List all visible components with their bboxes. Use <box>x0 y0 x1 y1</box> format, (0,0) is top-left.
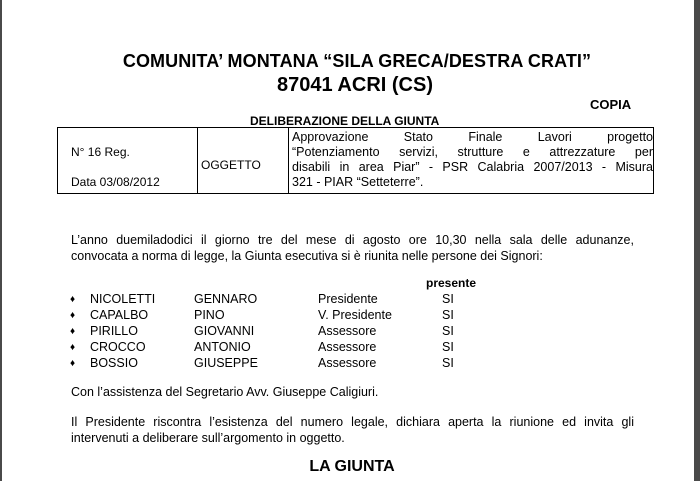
bullet-icon: ♦ <box>70 310 76 321</box>
member-row <box>70 340 490 356</box>
member-name: ANTONIO <box>194 340 251 354</box>
secretary-paragraph <box>71 384 634 400</box>
member-role: Assessore <box>318 340 377 354</box>
member-surname: PIRILLO <box>90 324 138 338</box>
intro-paragraph <box>71 232 634 264</box>
quorum-paragraph <box>71 414 634 446</box>
table-divider <box>288 128 289 193</box>
secretary-line: Con l’assistenza del Segretario Avv. Giuseppe Caligiuri. <box>71 385 379 399</box>
oggetto-description <box>292 130 653 190</box>
deliberation-header-table <box>57 127 654 194</box>
oggetto-line: Approvazione Stato Finale Lavori progetto <box>292 130 653 144</box>
member-presence: SI <box>442 324 454 338</box>
oggetto-line: 321 - PIAR “Setteterre”. <box>292 175 424 189</box>
bullet-icon: ♦ <box>70 358 76 369</box>
member-role: Assessore <box>318 356 377 370</box>
oggetto-line: “Potenziamento servizi, strutture e attrezzature per <box>292 145 653 159</box>
member-name: GENNARO <box>194 292 258 306</box>
oggetto-line: disabili in area Piar” - PSR Calabria 2007/2013 - Misura <box>292 160 653 174</box>
quorum-line: intervenuti a deliberare sull’argomento in oggetto. <box>71 431 345 445</box>
bullet-icon: ♦ <box>70 294 76 305</box>
member-row <box>70 356 490 372</box>
deliberation-heading: DELIBERAZIONE DELLA GIUNTA <box>250 114 440 128</box>
member-presence: SI <box>442 356 454 370</box>
bullet-icon: ♦ <box>70 326 76 337</box>
table-divider <box>197 128 198 193</box>
member-presence: SI <box>442 292 454 306</box>
registry-number: N° 16 Reg. <box>71 145 130 159</box>
member-role: V. Presidente <box>318 308 392 322</box>
document-title: COMUNITA’ MONTANA “SILA GRECA/DESTRA CRATI” <box>122 51 592 71</box>
deliberation-date: Data 03/08/2012 <box>71 175 160 189</box>
intro-line: L’anno duemiladodici il giorno tre del mese di agosto ore 10,30 nella sala delle adunanze, <box>71 233 634 247</box>
member-surname: CAPALBO <box>90 308 149 322</box>
member-name: GIOVANNI <box>194 324 255 338</box>
member-presence: SI <box>442 340 454 354</box>
presente-column-header: presente <box>426 276 477 290</box>
la-giunta-heading: LA GIUNTA <box>309 458 395 475</box>
bullet-icon: ♦ <box>70 342 76 353</box>
intro-line: convocata a norma di legge, la Giunta esecutiva si è riunita nelle persone dei Signori: <box>71 249 543 263</box>
member-name: PINO <box>194 308 225 322</box>
member-role: Presidente <box>318 292 378 306</box>
quorum-line: Il Presidente riscontra l’esistenza del numero legale, dichiara aperta la riunione ed invita gli <box>71 415 634 429</box>
member-role: Assessore <box>318 324 377 338</box>
document-subtitle-address: 87041 ACRI (CS) <box>277 74 433 96</box>
member-name: GIUSEPPE <box>194 356 258 370</box>
oggetto-label: OGGETTO <box>201 158 261 172</box>
member-presence: SI <box>442 308 454 322</box>
copy-label: COPIA <box>590 97 632 112</box>
member-surname: NICOLETTI <box>90 292 156 306</box>
member-surname: BOSSIO <box>90 356 138 370</box>
member-row <box>70 292 490 308</box>
member-row <box>70 324 490 340</box>
member-surname: CROCCO <box>90 340 146 354</box>
member-row <box>70 308 490 324</box>
document-page <box>2 0 694 481</box>
